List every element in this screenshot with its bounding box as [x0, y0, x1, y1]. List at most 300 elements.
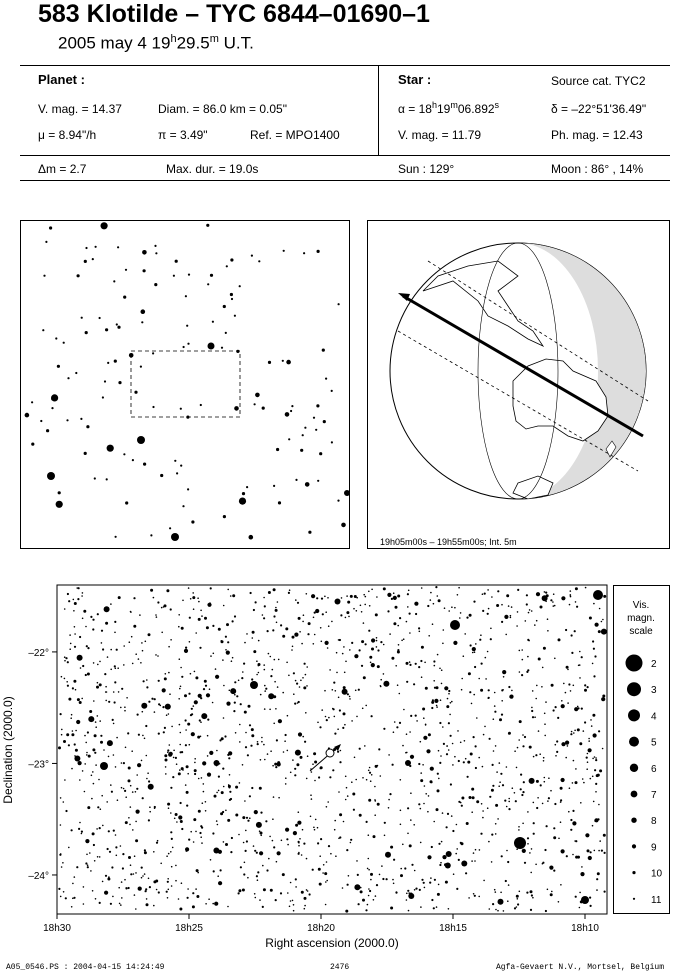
field-star — [136, 774, 138, 776]
field-star — [400, 874, 403, 877]
field-star — [489, 738, 491, 740]
planet-heading: Planet : — [38, 72, 85, 87]
field-star — [155, 880, 158, 883]
field-star — [268, 653, 270, 655]
field-star — [347, 795, 349, 797]
finder-star — [113, 280, 115, 282]
field-star — [590, 719, 592, 721]
field-star — [463, 761, 465, 763]
field-star — [588, 738, 590, 740]
field-star — [96, 828, 98, 830]
field-star — [149, 806, 151, 808]
field-star — [312, 869, 314, 871]
field-star — [476, 717, 478, 719]
field-star — [319, 726, 321, 728]
finder-star — [176, 472, 178, 474]
finder-star — [49, 226, 52, 229]
field-star — [370, 780, 372, 782]
field-star — [148, 780, 150, 782]
field-star — [385, 852, 391, 858]
alpha-prefix: α = 18 — [398, 102, 432, 116]
field-star — [408, 590, 410, 592]
field-star — [414, 889, 416, 891]
field-star — [295, 886, 297, 888]
field-star — [264, 605, 266, 607]
field-star — [425, 687, 428, 690]
field-star — [201, 777, 203, 779]
field-star — [273, 588, 276, 591]
finder-star — [63, 342, 65, 344]
field-star — [450, 783, 452, 785]
field-star — [587, 761, 589, 763]
field-star — [102, 825, 104, 827]
field-star — [139, 614, 141, 616]
field-star — [111, 791, 113, 793]
field-star — [581, 866, 583, 868]
field-star — [90, 870, 92, 872]
field-star — [368, 770, 370, 772]
field-star — [520, 788, 522, 790]
field-star — [501, 604, 503, 606]
field-star — [138, 734, 140, 736]
field-star — [531, 894, 533, 896]
field-star — [304, 741, 306, 743]
field-star — [72, 898, 74, 900]
field-star — [518, 826, 520, 828]
finder-star — [210, 274, 213, 277]
field-star — [482, 766, 484, 768]
field-star — [142, 875, 144, 877]
field-star — [368, 834, 370, 836]
y-tick-label: –23° — [28, 759, 49, 771]
field-star — [471, 703, 473, 705]
field-star — [519, 650, 521, 652]
field-star — [443, 629, 445, 631]
finder-star — [239, 498, 246, 505]
alpha-s-sup: s — [494, 100, 500, 110]
field-star — [114, 665, 116, 667]
field-star — [346, 595, 348, 597]
finder-star — [191, 520, 194, 523]
field-star — [527, 843, 529, 845]
field-star — [553, 870, 555, 872]
field-star — [393, 731, 395, 733]
field-star — [551, 891, 553, 893]
finder-star — [125, 269, 127, 271]
field-star — [572, 810, 574, 812]
field-star — [93, 844, 95, 846]
field-star — [577, 707, 579, 709]
field-star — [331, 621, 333, 623]
field-star — [567, 669, 569, 671]
field-star — [176, 821, 178, 823]
field-star — [593, 675, 595, 677]
field-star — [168, 853, 170, 855]
field-star — [314, 761, 317, 764]
field-star — [269, 709, 271, 711]
field-star — [395, 606, 398, 609]
field-star — [407, 890, 409, 892]
field-star — [256, 852, 258, 854]
field-star — [448, 693, 450, 695]
field-star — [407, 807, 409, 809]
field-star — [380, 775, 382, 777]
field-star — [365, 705, 367, 707]
field-star — [246, 633, 248, 635]
field-star — [397, 649, 399, 651]
field-star — [179, 658, 181, 660]
field-star — [314, 612, 316, 614]
field-star — [472, 652, 474, 654]
field-star — [594, 850, 596, 852]
field-star — [545, 601, 547, 603]
field-star — [408, 892, 410, 894]
field-star — [185, 647, 187, 649]
field-star — [74, 626, 76, 628]
field-star — [480, 833, 482, 835]
field-star — [92, 619, 94, 621]
field-star — [430, 877, 432, 879]
finder-star — [255, 393, 260, 398]
field-star — [300, 756, 303, 759]
finder-star — [85, 331, 88, 334]
field-star — [230, 595, 232, 597]
field-star — [532, 716, 534, 718]
field-star — [193, 818, 196, 821]
field-star — [128, 767, 131, 770]
field-star — [272, 669, 274, 671]
field-star — [260, 694, 262, 696]
field-star — [406, 899, 408, 901]
field-star — [322, 613, 324, 615]
field-star — [548, 777, 550, 779]
field-star — [418, 627, 420, 629]
field-star — [508, 686, 510, 688]
field-star — [130, 873, 132, 875]
field-star — [461, 842, 464, 845]
field-star — [356, 716, 358, 718]
field-star — [442, 726, 444, 728]
field-star — [570, 733, 572, 735]
field-star — [409, 613, 411, 615]
field-star — [356, 597, 358, 599]
field-star — [192, 596, 195, 599]
field-star — [168, 889, 170, 891]
field-star — [158, 680, 160, 682]
field-star — [222, 768, 224, 770]
field-star — [87, 731, 89, 733]
field-star — [586, 768, 588, 770]
field-star — [298, 617, 301, 620]
field-star — [383, 681, 389, 687]
field-star — [437, 595, 439, 597]
field-star — [299, 838, 301, 840]
moon-info: Moon : 86° , 14% — [551, 162, 644, 176]
field-star — [65, 657, 67, 659]
field-star — [588, 740, 590, 742]
field-star — [300, 680, 302, 682]
field-star — [557, 717, 559, 719]
field-star — [386, 878, 388, 880]
field-star — [87, 806, 90, 809]
field-star — [413, 683, 415, 685]
field-star — [269, 836, 271, 838]
field-star — [553, 836, 556, 839]
field-star — [212, 903, 214, 905]
field-star — [145, 641, 147, 643]
field-star — [599, 608, 601, 610]
field-star — [487, 613, 489, 615]
field-star — [460, 802, 462, 804]
field-star — [413, 824, 415, 826]
field-star — [184, 649, 188, 653]
field-star — [295, 680, 297, 682]
field-star — [431, 701, 434, 704]
field-star — [167, 749, 169, 751]
field-star — [390, 907, 393, 910]
field-star — [530, 890, 533, 893]
field-star — [292, 900, 294, 902]
field-star — [595, 623, 599, 627]
field-star — [285, 828, 289, 832]
field-star — [138, 887, 142, 891]
field-star — [368, 630, 370, 632]
field-star — [71, 733, 74, 736]
field-star — [430, 781, 432, 783]
field-star — [99, 902, 101, 904]
field-star — [120, 904, 122, 906]
field-star — [142, 797, 144, 799]
field-star — [276, 861, 278, 863]
field-star — [216, 765, 218, 767]
field-star — [194, 773, 196, 775]
field-star — [169, 693, 171, 695]
field-star — [81, 595, 83, 597]
field-star — [273, 796, 275, 798]
field-star — [591, 725, 593, 727]
field-star — [191, 708, 193, 710]
field-star — [166, 855, 168, 857]
field-star — [264, 669, 266, 671]
field-star — [599, 840, 601, 842]
field-star — [553, 605, 555, 607]
field-star — [597, 774, 600, 777]
field-star — [267, 753, 269, 755]
finder-star — [142, 250, 147, 255]
field-star — [155, 614, 157, 616]
field-star — [73, 599, 75, 601]
field-star — [451, 606, 453, 608]
field-star — [604, 891, 606, 893]
field-star — [573, 685, 575, 687]
field-star — [289, 589, 291, 591]
field-star — [142, 735, 144, 737]
field-star — [415, 663, 417, 665]
bright-star — [250, 681, 258, 689]
field-star — [79, 701, 82, 704]
finder-star — [288, 438, 290, 440]
field-star — [423, 882, 425, 884]
main-star-chart — [0, 585, 680, 950]
field-star — [380, 679, 382, 681]
field-star — [110, 649, 112, 651]
field-star — [109, 851, 111, 853]
field-star — [457, 730, 459, 732]
field-star — [399, 722, 401, 724]
field-star — [343, 712, 346, 715]
field-star — [173, 757, 175, 759]
field-star — [93, 700, 95, 702]
finder-star — [322, 349, 325, 352]
field-star — [200, 721, 202, 723]
field-star — [327, 597, 329, 599]
field-star — [420, 842, 422, 844]
field-star — [79, 636, 81, 638]
field-star — [544, 777, 546, 779]
field-star — [567, 745, 569, 747]
field-star — [253, 845, 255, 847]
field-star — [418, 763, 420, 765]
field-star — [194, 762, 196, 764]
field-star — [245, 732, 247, 734]
field-star — [58, 746, 61, 749]
field-star — [514, 750, 516, 752]
field-star — [228, 757, 230, 759]
field-star — [356, 860, 358, 862]
legend-mag-dot — [626, 655, 643, 672]
field-star — [480, 689, 483, 692]
field-star — [475, 849, 477, 851]
finder-star — [273, 485, 275, 487]
field-star — [472, 647, 476, 651]
field-star — [223, 685, 225, 687]
field-star — [78, 828, 80, 830]
field-star — [194, 769, 197, 772]
field-star — [64, 678, 66, 680]
field-star — [424, 887, 426, 889]
field-star — [268, 858, 270, 860]
field-star — [93, 783, 95, 785]
field-star — [371, 589, 373, 591]
field-star — [309, 893, 311, 895]
field-star — [346, 787, 348, 789]
field-star — [346, 849, 348, 851]
field-star — [383, 644, 385, 646]
field-star — [244, 711, 247, 714]
field-star — [157, 840, 159, 842]
field-star — [436, 808, 439, 811]
field-star — [81, 831, 83, 833]
field-star — [201, 615, 203, 617]
field-star — [555, 755, 557, 757]
finder-star — [117, 246, 119, 248]
field-star — [543, 647, 546, 650]
field-star — [441, 841, 443, 843]
finder-star — [154, 283, 157, 286]
field-star — [474, 895, 476, 897]
field-star — [282, 692, 284, 694]
field-star — [517, 903, 519, 905]
field-star — [345, 617, 347, 619]
field-star — [369, 605, 371, 607]
field-star — [188, 587, 190, 589]
field-star — [603, 595, 606, 598]
field-star — [345, 776, 347, 778]
field-star — [347, 884, 349, 886]
finder-star — [140, 366, 142, 368]
field-star — [106, 691, 108, 693]
field-star — [77, 698, 80, 701]
field-star — [232, 657, 234, 659]
field-star — [415, 613, 417, 615]
field-star — [311, 771, 313, 773]
field-star — [131, 750, 133, 752]
field-star — [475, 767, 477, 769]
field-star — [431, 846, 433, 848]
field-star — [596, 878, 598, 880]
field-star — [403, 638, 405, 640]
field-star — [334, 829, 336, 831]
field-star — [147, 772, 149, 774]
field-star — [187, 723, 190, 726]
field-star — [576, 606, 578, 608]
field-star — [295, 599, 297, 601]
field-star — [528, 640, 530, 642]
field-star — [168, 646, 170, 648]
field-star — [350, 839, 352, 841]
field-star — [219, 739, 221, 741]
field-star — [484, 726, 486, 728]
field-star — [165, 773, 167, 775]
field-star — [262, 865, 264, 867]
legend-mag-label: 3 — [651, 685, 657, 697]
finder-star — [316, 404, 319, 407]
finder-star — [323, 420, 326, 423]
field-star — [108, 830, 110, 832]
field-star — [253, 609, 255, 611]
field-star — [580, 802, 582, 804]
field-star — [345, 910, 348, 913]
field-star — [304, 908, 306, 910]
finder-star — [132, 459, 134, 461]
field-star — [595, 757, 597, 759]
field-star — [234, 702, 236, 704]
field-star — [162, 688, 166, 692]
field-star — [398, 644, 400, 646]
field-star — [436, 686, 439, 689]
finder-star — [234, 406, 239, 411]
field-star — [343, 821, 345, 823]
field-star — [190, 673, 192, 675]
finder-star — [317, 480, 319, 482]
field-star — [228, 786, 230, 788]
field-star — [185, 744, 187, 746]
field-star — [575, 856, 578, 859]
field-star — [86, 754, 88, 756]
field-star — [354, 654, 358, 658]
magnitude-legend-svg — [614, 586, 669, 913]
field-star — [321, 709, 323, 711]
field-star — [280, 624, 282, 626]
field-star — [289, 906, 291, 908]
field-star — [471, 788, 474, 791]
field-star — [243, 663, 245, 665]
field-star — [318, 776, 320, 778]
field-star — [356, 610, 358, 612]
field-star — [471, 811, 473, 813]
field-star — [318, 868, 321, 871]
field-star — [496, 604, 499, 607]
